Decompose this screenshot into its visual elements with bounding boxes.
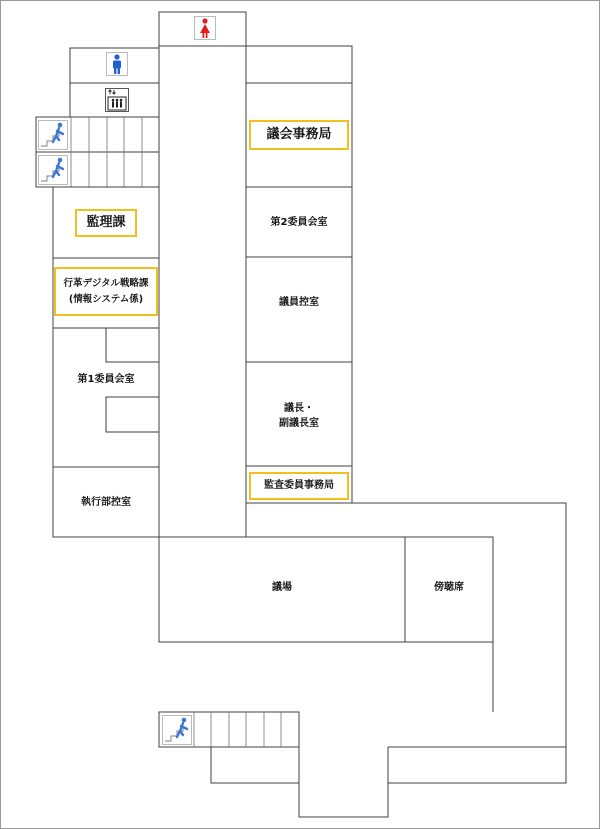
bochoseki-label: 傍聴席 [434, 581, 464, 593]
right-top-room [246, 46, 352, 83]
dai1-iinkai-label: 第1委員会室 [77, 373, 135, 385]
elevator-icon [105, 88, 129, 112]
gyokaku-label: 行革デジタル戦略課 (情報システム係) [54, 267, 158, 316]
stairs-icon [38, 155, 68, 185]
central-corridor [159, 46, 246, 537]
dai1-alcove-bottom [106, 397, 159, 432]
kansa-label: 監査委員事務局 [249, 472, 349, 500]
giin-hikae-label: 議員控室 [279, 296, 319, 308]
lower-block-outline [159, 503, 566, 817]
stairs-icon [162, 715, 192, 745]
dai2-iinkai-label: 第2委員会室 [270, 216, 328, 228]
kanrika-label: 監理課 [75, 209, 137, 237]
gikai-jimukyoku-label: 議会事務局 [249, 120, 349, 150]
female-toilet-icon [194, 16, 216, 40]
gicho-label: 議長・ 副議長室 [279, 403, 319, 429]
male-toilet-icon [106, 52, 128, 76]
gijo-label: 議場 [272, 581, 292, 593]
shikko-hikae-label: 執行部控室 [81, 496, 131, 508]
stairs-icon [38, 120, 68, 150]
dai1-alcove-top [106, 328, 159, 362]
